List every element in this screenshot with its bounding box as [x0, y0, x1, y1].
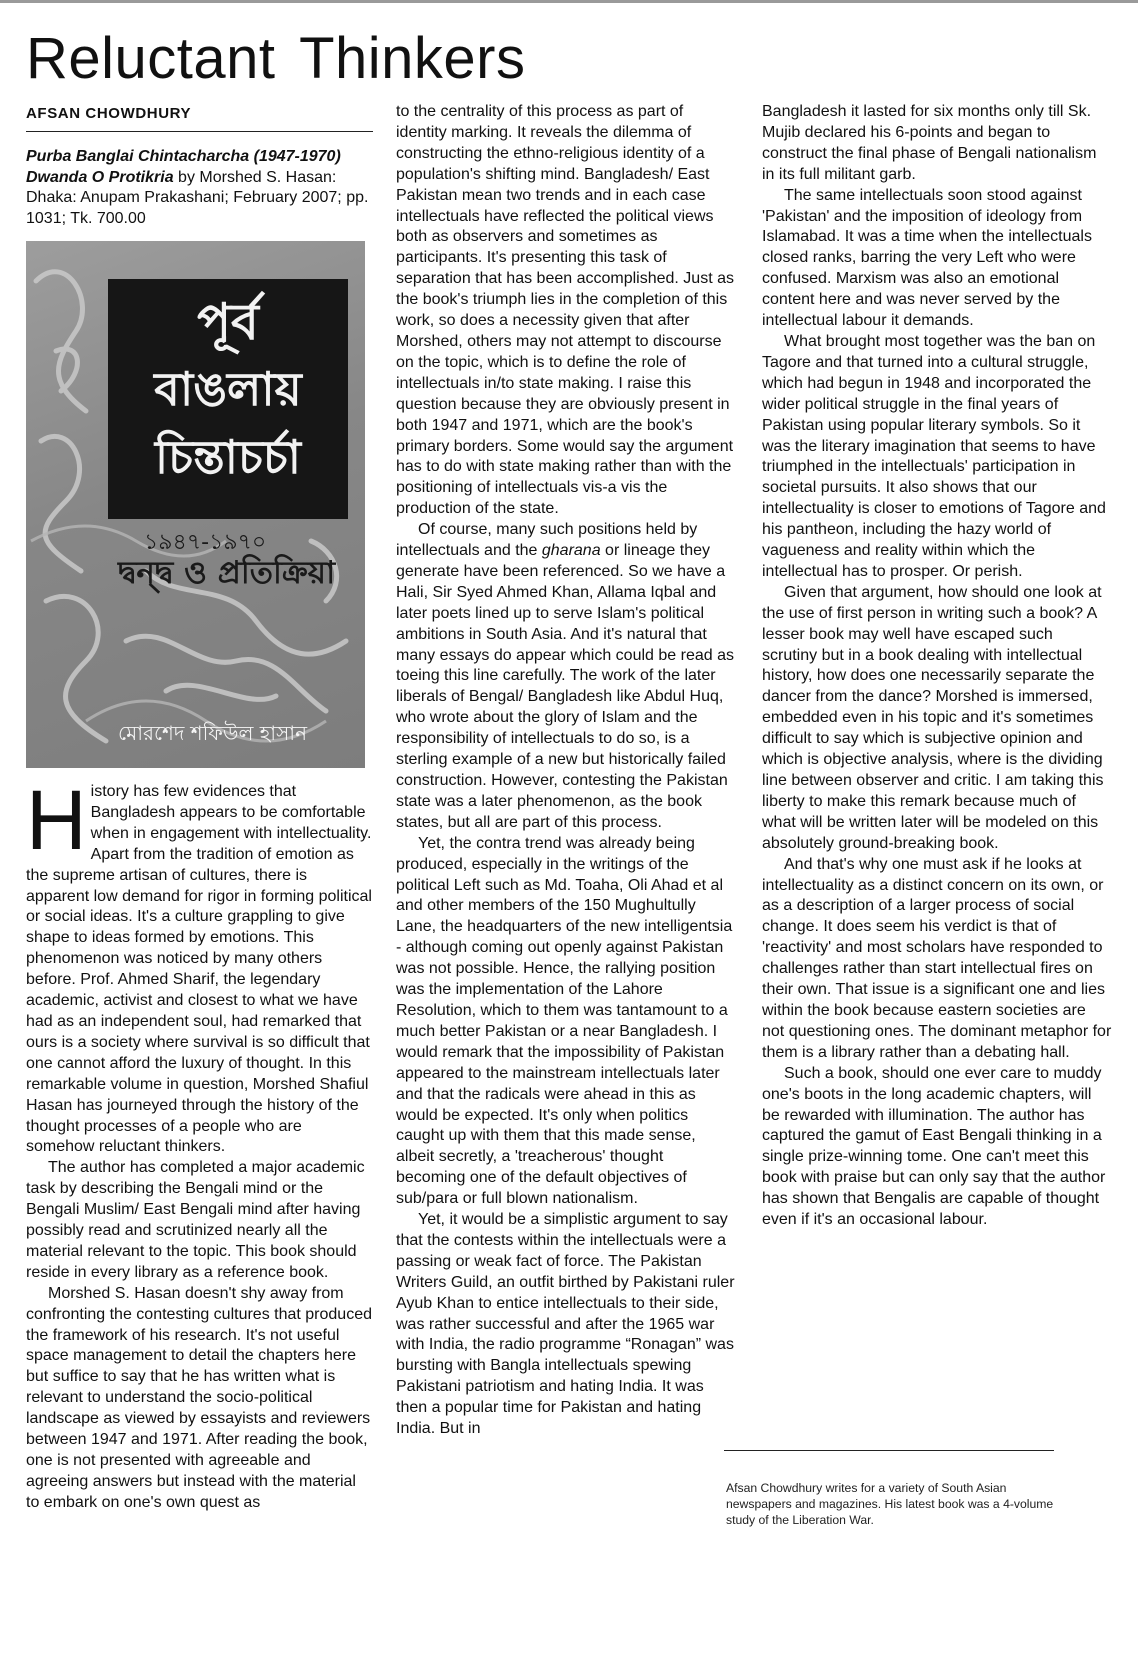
paragraph — [26, 773, 373, 1158]
emphasis-gharana: gharana — [541, 542, 601, 560]
footer-divider — [724, 1450, 1054, 1451]
paragraph: Yet, the contra trend was already being produced, especially in the writings of the political Left such as Md. Toaha, Oli Ahad et al and other members of the 150 Mughultully Lane, the headquarters of the new intelligentsia - although coming out openly against Pakistan was not possible. Hence, the rallying position was the implementation of the Lahore Resolution, which to them was tantamount to a much better Pakistan or a near Bangladesh. I would remark that the impossibility of Pakistan appeared to the mainstream intellectuals later and that the radicals were ahead in this as would be expected. It's only when politics caught up with them that this made sense, albeit secretly, a 'treacherous' thought becoming one of the default objectives of sub/para or full blown nationalism. — [396, 834, 733, 1208]
paragraph: Yet, it would be a simplistic argument to say that the contests within the intellectuals were a passing or weak fact of force. The Pakistan Writers Guild, an outfit birthed by Pakistani ruler Ayub Khan to entice intellectuals to their side, was rather successful and after the 1965 war with India, the radio programme “Ronagan” was bursting with Bangla intellectuals spewing Pakistani patriotism and hating India. It was then a popular time for Pakistan and hating India. But in — [396, 1211, 735, 1438]
paragraph: What brought most together was the ban on Tagore and that turned into a cultural struggle, which had begun in 1948 and incorporated the wider political struggle in the final years of Pakistan using popular literary symbols. So it was the literary imagination that seems to have triumphed in the intellectuals' participation in societal pursuits. It also shows that our intellectuality is closer to emotions of Tagore and his pantheon, including the hazy world of vagueness and reality within which the intellectual has to prosper. Or perish. — [762, 332, 1106, 580]
paragraph: And that's why one must ask if he looks at intellectuality as a distinct concern on its own, or as a description of a larger process of social change. It does seem his verdict is that of 'reactivity' and most scholars have responded to challenges rather than start intellectual fires on their own. That issue is a significant one and lies within the book because eastern societies are not questioning ones. The dominant metaphor for them is a library rather than a debating hall. — [762, 855, 1112, 1061]
cover-title-line-3: চিন্তাচর্চা — [154, 430, 302, 484]
book-cover-image — [26, 241, 365, 768]
paragraph: Given that argument, how should one look at the use of first person in writing such a book? A lesser book may well have escaped such scrutiny but in a book dealing with intellectual history, how does one necessarily separate the dancer from the dance? Morshed is immersed, embedded even in his topic and it's sometimes difficult to say which is subjective opinion and which is objective analysis, where is the dividing line between observer and critic. I am taking this liberty to make this remark because much of what will be written later will be modeled on this absolutely ground-breaking book. — [762, 583, 1104, 852]
cover-years: ১৯৪৭-১৯৭০ — [144, 530, 267, 555]
column-1 — [26, 104, 373, 1514]
book-info — [26, 147, 373, 229]
paragraph-text: or lineage they generate have been referenced. So we have a Hali, Sir Syed Ahmed Khan, Allama Iqbal and later poets lined up to serve Islam's political ambitions in South Asia. And it's natural that many essays do appear which could be read as toeing this line carefully. The work of the later liberals of Bengal/ Bangladesh like Abdul Huq, who wrote about the glory of Islam and the responsibility of intellectuals to do so, is a sterling example of a new but historically failed construction. However, contesting the Pakistan state was a later phenomenon, as the book states, but all are part of this process. — [396, 542, 734, 831]
cover-title-line-1: পূর্ব — [197, 293, 259, 351]
author-note: Afsan Chowdhury writes for a variety of South Asian newspapers and magazines. His latest book was a 4-volume study of the Liberation War. — [726, 1481, 1054, 1527]
book-title: Purba Banglai Chintacharcha (1947-1970) Dwanda O Protikria — [26, 148, 341, 186]
paragraph-text: Of course, many such positions held by intellectuals and the — [396, 521, 698, 560]
cover-title-line-2: বাঙলায় — [154, 362, 302, 416]
cover-subtitle: দ্বন্দ্ব ও প্রতিক্রিয়া — [118, 555, 336, 591]
top-rule — [0, 0, 1138, 3]
paragraph: to the centrality of this process as part of identity marking. It reveals the dilemma of constructing the ethno-religious identity of a population's shifting mind. Bangladesh/ East Pakistan mean two trends and in each case intellectuals have reflected the political views both as observers and sometimes as participants. It's presenting this task of separation that has been accomplished. Just as the book's triumph lies in the completion of this work, so does a necessity given that after Morshed, others may not attempt to discourse on the topic, which is to define the role of intellectuals in/to state making. I raise this question because they are obviously present in both 1947 and 1971, which are the book's primary borders. Some would say the argument has to do with state making rather than with the positioning of intellectuals vis-a vis the production of the state. — [396, 103, 734, 518]
book-details: by Morshed S. Hasan: Dhaka: Anupam Prakashani; February 2007; pp. 1031; Tk. 700.00 — [26, 168, 369, 227]
drop-cap: H — [26, 773, 87, 867]
paragraph: Such a book, should one ever care to muddy one's boots in the long academic chapters, will be rewarded with illumination. The author has captured the gamut of East Bengali thinking in a single prize-winning tome. One can't meet this book with praise but can only say that the author has shown that Bengalis are capable of thought even if it's an occasional labour. — [762, 1064, 1106, 1229]
article-title: Reluctant Thinkers — [26, 26, 526, 91]
paragraph: The author has completed a major academic task by describing the Bengali mind or the Bengali Muslim/ East Bengali mind after having possibly read and scrutinized nearly all the material relevant to the topic. This book should reside in every library as a reference book. — [26, 1159, 365, 1281]
paragraph: Morshed S. Hasan doesn't shy away from confronting the contesting cultures that produced the framework of his research. It's not useful space management to detail the chapters here but suffice to say that he has written what is relevant to understand the socio-political landscape as viewed by essayists and reviewers between 1947 and 1971. After reading the book, one is not presented with agreeable and agreeing answers but instead with the material to embark on one's own quest as — [26, 1284, 372, 1511]
paragraph: Bangladesh it lasted for six months only till Sk. Mujib declared his 6-points and began to construct the final phase of Bengali nationalism in its full militant garb. — [762, 103, 1097, 183]
column-1-body — [26, 773, 373, 1514]
paragraph: The same intellectuals soon stood against 'Pakistan' and the imposition of ideology from Islamabad. It was a time when the intellectuals closed ranks, barring the very Left who were confused. Marxism was also an emotional content here and was never served by the intellectual labour it demands. — [762, 186, 1092, 330]
byline: AFSAN CHOWDHURY — [26, 104, 373, 132]
column-2 — [396, 102, 736, 1440]
paragraph — [396, 520, 736, 834]
column-3 — [762, 102, 1112, 1231]
cover-author: মোরশেদ শফিউল হাসান — [118, 721, 308, 745]
paragraph-text: istory has few evidences that Bangladesh appears to be comfortable when in engagement with intellectuality. Apart from the tradition of emotion as the supreme artisan of cultures, there is apparent low demand for rigor in forming political or social ideas. It's a culture grappling to give shape to ideas formed by emotions. This phenomenon was noticed by many others before. Prof. Ahmed Sharif, the legendary academic, activist and closest to what we have had as an independent soul, had remarked that ours is a society where survival is so difficult that one cannot afford the luxury of thought. In this remarkable volume in question, Morshed Shafiul Hasan has journeyed through the history of the thought processes of a people who are somehow reluctant thinkers. — [26, 783, 372, 1156]
